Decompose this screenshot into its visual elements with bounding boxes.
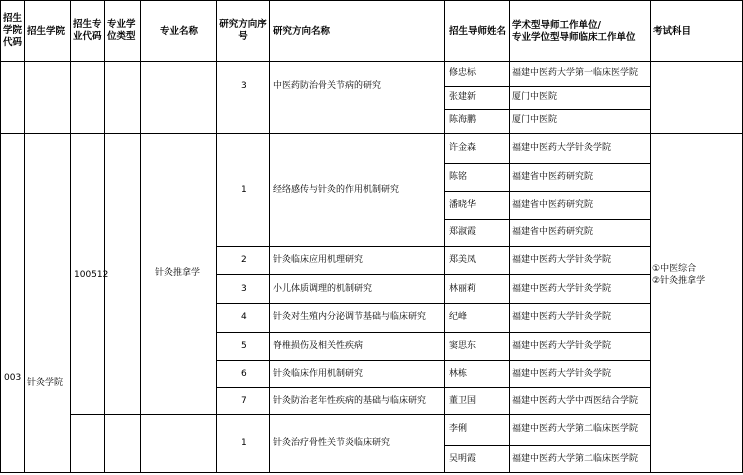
header-exam-subjects: 考试科目: [653, 26, 692, 37]
header-divider: [0, 61, 743, 62]
workplace: 福建省中医药研究院: [512, 200, 594, 210]
school-code: 003: [4, 373, 22, 383]
row-divider: [444, 109, 650, 110]
direction-number: 1: [241, 185, 247, 195]
row-divider: [216, 387, 650, 388]
exam-subject: ②针灸推拿学: [652, 276, 706, 286]
column-border: [269, 0, 270, 473]
supervisor-name: 吴明霞: [449, 454, 477, 464]
workplace: 厦门中医院: [512, 115, 558, 125]
direction-number: 3: [241, 284, 247, 294]
header-direction-name: 研究方向名称: [273, 26, 331, 37]
header-school: 招生学院: [27, 26, 66, 37]
header-degree-type: 专业学位类型: [107, 19, 136, 42]
supervisor-name: 陈铭: [449, 172, 468, 182]
workplace: 福建中医药大学针灸学院: [512, 143, 612, 153]
column-border: [70, 0, 71, 473]
direction-number: 7: [241, 396, 247, 406]
direction-name: 经络感传与针灸的作用机制研究: [273, 185, 400, 195]
column-border: [509, 0, 510, 473]
direction-number: 2: [241, 255, 247, 265]
row-divider: [216, 332, 650, 333]
direction-name: 针灸对生殖内分泌调节基础与临床研究: [273, 312, 427, 322]
section-divider: [0, 133, 743, 134]
direction-number: 1: [241, 438, 247, 448]
header-school-code: 招生学院代码: [3, 13, 23, 48]
supervisor-name: 郑美凤: [449, 255, 477, 265]
workplace: 福建中医药大学针灸学院: [512, 369, 612, 379]
supervisor-name: 潘晓华: [449, 200, 477, 210]
row-divider: [216, 246, 650, 247]
supervisor-name: 张建新: [449, 92, 477, 102]
header-workplace: 学术型导师工作单位/: [512, 20, 601, 31]
row-divider: [444, 86, 650, 87]
exam-subject: ①中医综合: [652, 264, 697, 274]
supervisor-name: 修忠标: [449, 68, 477, 78]
row-divider: [444, 163, 650, 164]
direction-name: 脊椎损伤及相关性疾病: [273, 341, 364, 351]
supervisor-name: 陈海鹏: [449, 115, 477, 125]
supervisor-name: 林栋: [449, 369, 468, 379]
major-code: 100512: [74, 270, 109, 280]
direction-name: 针灸防治老年性疾病的基础与临床研究: [273, 396, 427, 406]
column-border: [0, 0, 1, 473]
supervisor-name: 窦思东: [449, 341, 477, 351]
direction-name: 小儿体质调理的机制研究: [273, 284, 373, 294]
row-divider: [216, 303, 650, 304]
table-border: [0, 0, 743, 1]
direction-name: 针灸治疗骨性关节炎临床研究: [273, 438, 391, 448]
supervisor-name: 李俐: [449, 424, 468, 434]
column-border: [650, 0, 651, 473]
column-border: [216, 0, 217, 473]
header-direction-no: 研究方向序号: [219, 19, 267, 42]
supervisor-name: 郑淑霞: [449, 227, 477, 237]
direction-name: 针灸临床应用机理研究: [273, 255, 364, 265]
supervisor-name: 许金森: [449, 143, 477, 153]
workplace: 福建省中医药研究院: [512, 172, 594, 182]
header-supervisor: 招生导师姓名: [449, 26, 507, 37]
row-divider: [444, 219, 650, 220]
workplace: 福建中医药大学针灸学院: [512, 312, 612, 322]
workplace: 福建中医药大学针灸学院: [512, 255, 612, 265]
table-border: [0, 472, 743, 473]
column-border: [444, 0, 445, 473]
header-major-code: 招生专业代码: [73, 19, 102, 42]
workplace: 福建中医药大学第二临床医学院: [512, 454, 639, 464]
workplace: 福建省中医药研究院: [512, 227, 594, 237]
workplace: 福建中医药大学第一临床医学院: [512, 68, 639, 78]
supervisor-name: 董卫国: [449, 396, 477, 406]
school-name: 针灸学院: [27, 378, 64, 388]
supervisor-name: 林丽莉: [449, 284, 477, 294]
row-divider: [216, 360, 650, 361]
direction-number: 4: [241, 312, 247, 322]
column-border: [140, 0, 141, 473]
workplace: 福建中医药大学第二临床医学院: [512, 424, 639, 434]
header-workplace: 专业学位型导师临床工作单位: [512, 32, 636, 43]
row-divider: [444, 191, 650, 192]
supervisor-name: 纪峰: [449, 312, 468, 322]
column-border: [104, 0, 105, 473]
direction-name: 针灸临床作用机制研究: [273, 369, 364, 379]
workplace: 福建中医药大学针灸学院: [512, 341, 612, 351]
column-border: [24, 0, 25, 473]
workplace: 厦门中医院: [512, 92, 558, 102]
direction-number: 5: [241, 341, 247, 351]
major-name: 针灸推拿学: [155, 268, 201, 278]
direction-number: 6: [241, 369, 247, 379]
direction-number: 3: [241, 81, 247, 91]
row-divider: [444, 445, 650, 446]
row-divider: [216, 274, 650, 275]
direction-name: 中医药防治骨关节病的研究: [273, 81, 382, 91]
workplace: 福建中医药大学针灸学院: [512, 284, 612, 294]
header-major-name: 专业名称: [160, 26, 199, 37]
section-divider: [70, 414, 650, 415]
workplace: 福建中医药大学中西医结合学院: [512, 396, 639, 406]
